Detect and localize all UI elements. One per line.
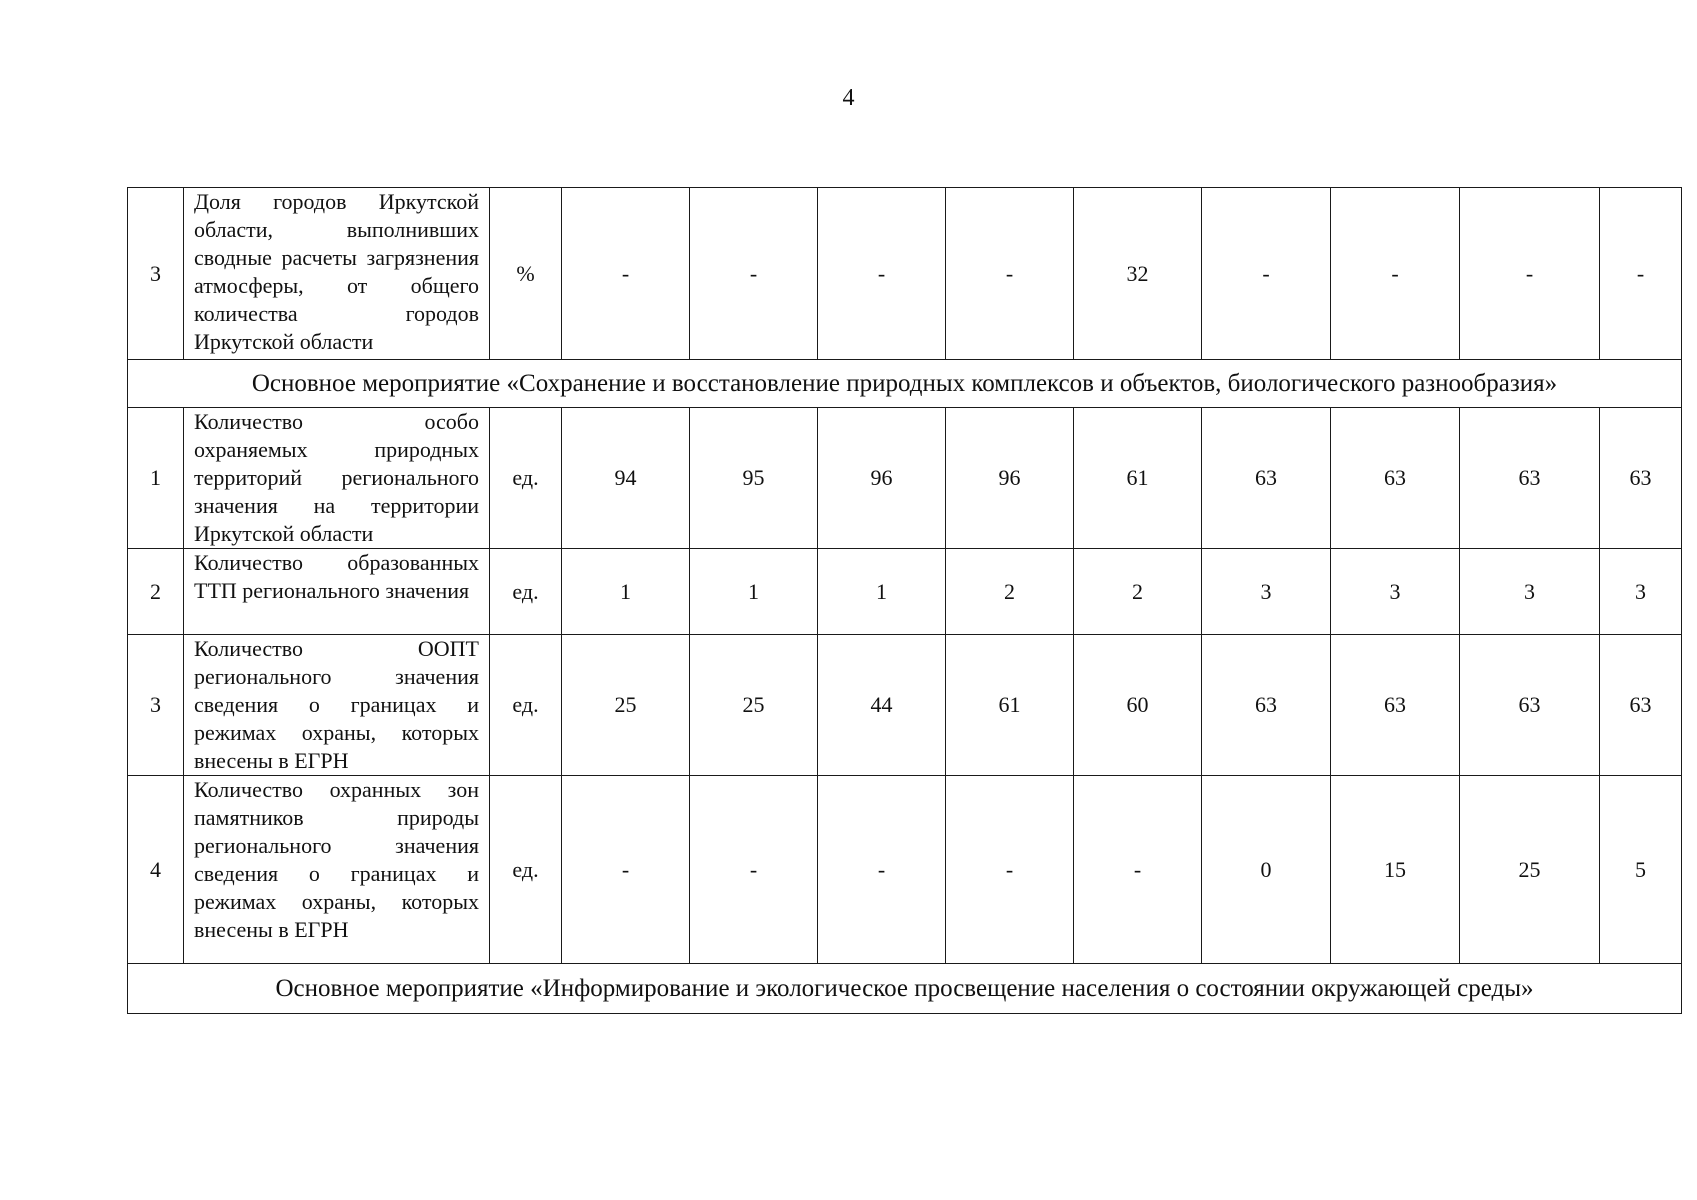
- value-cell: -: [1600, 188, 1682, 360]
- value-cell: 63: [1460, 408, 1600, 549]
- value-cell: 5: [1600, 776, 1682, 964]
- row-number: 3: [128, 188, 184, 360]
- row-number: 4: [128, 776, 184, 964]
- value-cell: 2: [946, 549, 1074, 635]
- value-cell: 63: [1331, 408, 1460, 549]
- value-cell: 61: [946, 635, 1074, 776]
- section-row: [128, 964, 1682, 1014]
- value-cell: 3: [1331, 549, 1460, 635]
- value-cell: 44: [818, 635, 946, 776]
- value-cell: -: [690, 188, 818, 360]
- indicator-name: Доля городов Иркутской области, выполнивших сводные расчеты загрязнения атмосферы, от общего количества городов Иркутской области: [184, 188, 490, 360]
- table-row: [128, 408, 1682, 549]
- value-cell: 25: [562, 635, 690, 776]
- value-cell: 25: [1460, 776, 1600, 964]
- table-row: [128, 188, 1682, 360]
- row-number: 3: [128, 635, 184, 776]
- value-cell: 1: [690, 549, 818, 635]
- value-cell: 63: [1331, 635, 1460, 776]
- page-number: 4: [842, 85, 855, 111]
- value-cell: 63: [1202, 635, 1331, 776]
- value-cell: 63: [1202, 408, 1331, 549]
- value-cell: 3: [1202, 549, 1331, 635]
- indicator-name: Количество охранных зон памятников природы регионального значения сведения о границах и режимах охраны, которых внесены в ЕГРН: [184, 776, 490, 964]
- section-title: Основное мероприятие «Сохранение и восстановление природных комплексов и объектов, биологического разнообразия»: [128, 360, 1682, 408]
- value-cell: 63: [1600, 635, 1682, 776]
- value-cell: 32: [1074, 188, 1202, 360]
- value-cell: 95: [690, 408, 818, 549]
- value-cell: -: [562, 188, 690, 360]
- value-cell: 94: [562, 408, 690, 549]
- row-number: 1: [128, 408, 184, 549]
- value-cell: -: [1202, 188, 1331, 360]
- value-cell: 15: [1331, 776, 1460, 964]
- unit-cell: %: [490, 188, 562, 360]
- value-cell: 2: [1074, 549, 1202, 635]
- section-title: Основное мероприятие «Информирование и экологическое просвещение населения о состоянии окружающей среды»: [128, 964, 1682, 1014]
- value-cell: -: [946, 776, 1074, 964]
- value-cell: 3: [1600, 549, 1682, 635]
- value-cell: 3: [1460, 549, 1600, 635]
- section-row: [128, 360, 1682, 408]
- unit-cell: ед.: [490, 776, 562, 964]
- value-cell: 60: [1074, 635, 1202, 776]
- value-cell: 61: [1074, 408, 1202, 549]
- unit-cell: ед.: [490, 408, 562, 549]
- value-cell: -: [818, 776, 946, 964]
- value-cell: 0: [1202, 776, 1331, 964]
- value-cell: -: [946, 188, 1074, 360]
- unit-cell: ед.: [490, 635, 562, 776]
- unit-cell: ед.: [490, 549, 562, 635]
- value-cell: 96: [946, 408, 1074, 549]
- value-cell: -: [1331, 188, 1460, 360]
- indicator-name: Количество образованных ТТП регионального значения: [184, 549, 490, 635]
- value-cell: 1: [562, 549, 690, 635]
- table-row: [128, 776, 1682, 964]
- table-row: [128, 549, 1682, 635]
- indicator-name: Количество особо охраняемых природных территорий регионального значения на территории Иркутской области: [184, 408, 490, 549]
- value-cell: 1: [818, 549, 946, 635]
- value-cell: -: [690, 776, 818, 964]
- indicators-table: [127, 187, 1682, 1014]
- value-cell: -: [562, 776, 690, 964]
- row-number: 2: [128, 549, 184, 635]
- value-cell: -: [1074, 776, 1202, 964]
- indicator-name: Количество ООПТ регионального значения сведения о границах и режимах охраны, которых внесены в ЕГРН: [184, 635, 490, 776]
- value-cell: 63: [1460, 635, 1600, 776]
- value-cell: 25: [690, 635, 818, 776]
- value-cell: -: [1460, 188, 1600, 360]
- value-cell: 63: [1600, 408, 1682, 549]
- table-row: [128, 635, 1682, 776]
- value-cell: 96: [818, 408, 946, 549]
- value-cell: -: [818, 188, 946, 360]
